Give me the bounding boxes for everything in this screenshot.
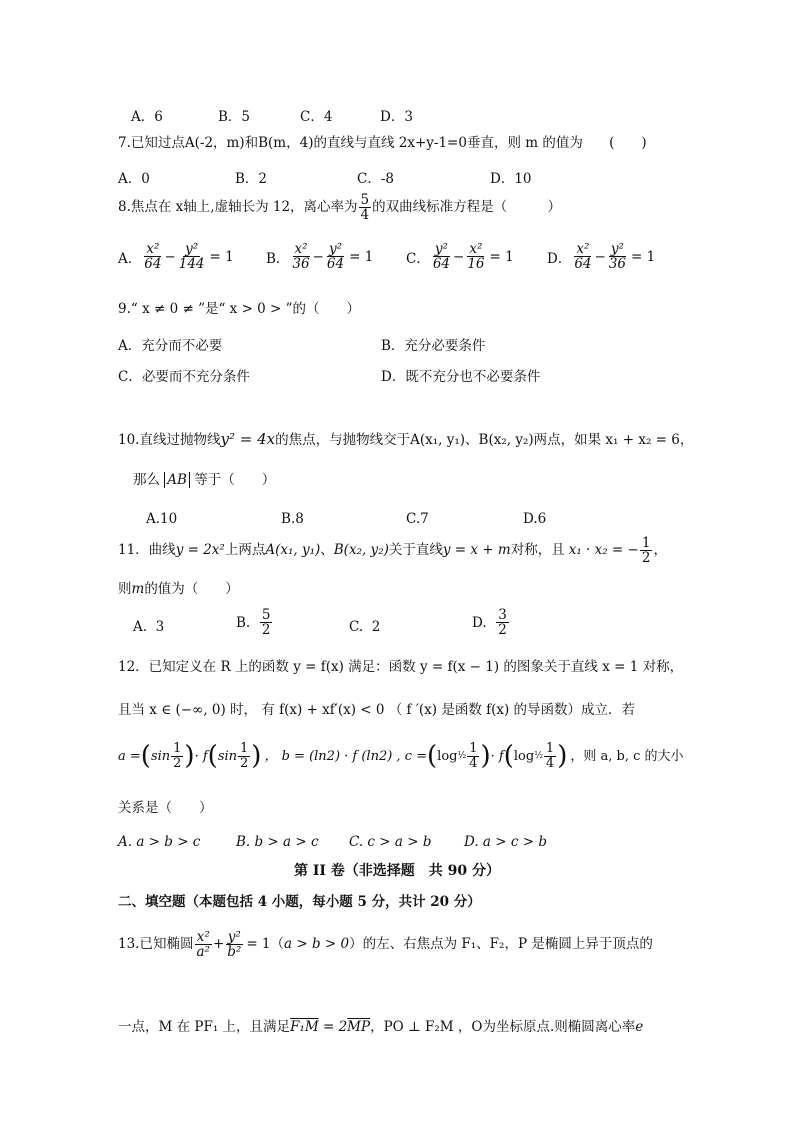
q12-a-label: a = [118, 748, 141, 764]
q10-line2-text: 那么 [133, 472, 160, 488]
q7-answer-paren: ( ) [609, 135, 647, 151]
q11-stem-text: 11．曲线 [118, 541, 176, 558]
q8-option-b [266, 242, 373, 271]
q8-option-c-label: C． [406, 250, 430, 267]
q8-option-b-num-2: y² [328, 241, 343, 257]
q11-option-c-value: 2 [371, 619, 381, 635]
q12-log-1: log [437, 748, 458, 764]
q8-option-d-num-2: y² [610, 241, 624, 257]
q10-parabola: y² = 4x [220, 430, 276, 448]
q8-option-a-eq: = 1 [209, 248, 234, 265]
q11-option-c-label: C. [349, 619, 364, 635]
q8-option-d [547, 242, 655, 271]
q8-option-b-frac-2 [325, 242, 346, 271]
minus-sign: − [164, 248, 176, 265]
q12-line3 [118, 742, 684, 770]
q7-stem-text: 7.已知过点A(-2，m)和B(m，4)的直线与直线 2x+y-1=0垂直，则 m 的值为 [118, 135, 583, 151]
q11-half-fraction [640, 536, 653, 565]
q13-eq: = 1（ [246, 935, 285, 952]
q8-option-c-eq: = 1 [489, 248, 514, 265]
q11-line2-text: 则 [118, 581, 132, 597]
q12-option-d: D. a > c > b [464, 834, 547, 850]
q9-option-b: B．充分必要条件 [381, 338, 486, 354]
q11-option-b-den: 2 [261, 622, 271, 639]
q8-option-c [406, 242, 514, 271]
q8-option-a [118, 242, 234, 271]
q10-stem-tail: 的焦点，与抛物线交于A(x₁, y₁)、B(x₂, y₂)两点，如果 x₁ + x₂ = 6， [275, 432, 694, 448]
q6-option-a: A．6 [131, 109, 163, 125]
q10-stem-text: 10.直线过抛物线 [118, 432, 221, 448]
q12-b-expr: ， b = (ln2) · f (ln2) , c = [264, 748, 427, 764]
q8-option-d-den-1: 64 [574, 256, 592, 273]
q12-paren-close-1: ) [184, 741, 195, 772]
q8-frac-den: 4 [360, 207, 370, 224]
q12-quarter-2 [544, 742, 556, 770]
q11-option-a [133, 619, 164, 635]
q12-quarter-2-num: 1 [545, 741, 555, 756]
q11-option-d-num: 3 [498, 607, 507, 623]
q10-option-c: C.7 [406, 511, 429, 527]
q11-point-b: B(x₂, y₂) [333, 541, 389, 558]
q11-stem-c: 关于直线 [388, 541, 443, 558]
q12-option-a: A. a > b > c [118, 834, 201, 850]
q12-half-1 [171, 742, 183, 770]
q12-half-1-den: 2 [173, 755, 182, 771]
q8-option-c-num-1: y² [434, 241, 448, 257]
q13-frac-x [194, 930, 211, 959]
q12-log-base-1: ½ [457, 750, 467, 761]
q8-option-d-frac-2 [607, 242, 628, 271]
q12-paren-open-2: ( [207, 741, 218, 772]
q12-paren-open-4: ( [503, 741, 514, 772]
q11-option-c [349, 619, 380, 635]
q10-option-d: D.6 [523, 511, 547, 527]
q13-stem-text: 13.已知椭圆 [118, 935, 194, 952]
q8-option-d-label: D． [547, 250, 572, 267]
q8-option-a-label: A． [118, 250, 142, 267]
q11-comma: ， [653, 541, 667, 558]
q11-stem-b: 上两点 [224, 541, 266, 558]
q13-line2-text: 一点，M 在 PF₁ 上，且满足 [118, 1019, 291, 1035]
q8-option-b-num-1: x² [294, 241, 308, 257]
q6-option-b: B．5 [218, 109, 251, 125]
q7-option-c: C．-8 [357, 171, 394, 187]
q13-vector-f1m: F₁M [290, 1019, 319, 1035]
minus-sign: − [453, 248, 465, 265]
q13-e: e [635, 1019, 644, 1035]
q13-plus: + [212, 935, 225, 952]
q8-option-c-num-2: x² [469, 241, 483, 257]
q9-option-d: D．既不充分也不必要条件 [381, 369, 541, 385]
q12-sin-2: sin [217, 748, 238, 764]
q8-option-c-frac-1 [431, 242, 452, 271]
q8-option-b-label: B． [266, 250, 290, 267]
minus-sign: − [312, 248, 324, 265]
q13-x2: x² [196, 929, 210, 945]
q12-paren-close-4: ) [557, 741, 568, 772]
q8-option-a-den-2: 144 [178, 256, 205, 273]
q12-line2: 且当 x ∈ (−∞, 0) 时， 有 f(x) + xf′(x) < 0 （ f ′(x) 是函数 f(x) 的导函数）成立．若 [118, 702, 636, 718]
q8-option-d-eq: = 1 [631, 248, 656, 265]
q11-frac-den: 2 [641, 550, 651, 567]
q13-y2: y² [227, 929, 241, 945]
q11-option-d-den: 2 [498, 622, 507, 639]
q10-line2 [133, 474, 275, 488]
q11-line2-tail: 的值为（ ） [144, 581, 239, 597]
q7-option-a: A．0 [118, 171, 150, 187]
q12-quarter-1 [467, 742, 479, 770]
q12-half-2 [238, 742, 250, 770]
q11-stem-d: 对称，且 [510, 541, 565, 558]
q8-stem [118, 193, 561, 222]
q11-option-b [236, 608, 273, 637]
q8-option-a-frac-2 [177, 242, 207, 271]
q13-line2 [118, 1021, 643, 1035]
q11-option-a-value: 3 [155, 619, 165, 635]
q6-option-d: D．3 [380, 109, 413, 125]
q13-equals-2: = 2 [318, 1019, 348, 1035]
q12-log-base-2: ½ [534, 750, 543, 761]
q12-f-3: · f [490, 748, 504, 764]
q11-sep: 、 [320, 541, 334, 558]
q12-paren-close-2: ) [251, 741, 262, 772]
q11-option-d-fraction [496, 608, 509, 637]
q8-option-a-num-1: x² [146, 241, 160, 257]
q8-option-a-frac-1 [142, 242, 163, 271]
q11-option-a-label: A. [133, 619, 148, 635]
q9-option-a: A．充分而不必要 [118, 338, 223, 354]
q12-sin-1: sin [150, 748, 171, 764]
q8-option-b-eq: = 1 [349, 248, 374, 265]
q8-option-b-den-1: 36 [292, 256, 310, 273]
q7-option-b: B．2 [235, 171, 268, 187]
q12-f-1: · f [194, 748, 208, 764]
q6-option-c: C．4 [300, 109, 333, 125]
q11-option-b-fraction [260, 608, 273, 637]
q8-frac-num: 5 [360, 192, 370, 208]
q13-line2-tail: ，PO ⊥ F₂M ，O为坐标原点.则椭圆离心率 [370, 1019, 636, 1035]
q11-option-b-num: 5 [261, 607, 271, 623]
q13-frac-y [225, 930, 243, 959]
q13-b2: b² [227, 944, 242, 961]
q8-option-a-den-1: 64 [144, 256, 162, 273]
q11-option-b-label: B. [236, 614, 251, 631]
q12-paren-open-3: ( [427, 741, 438, 772]
q13-stem [118, 930, 653, 959]
q8-option-d-frac-1 [572, 242, 593, 271]
q12-log-2: log [513, 748, 535, 764]
q8-stem-text: 8.焦点在 x轴上,虚轴长为 12，离心率为 [118, 198, 358, 215]
part-2-title: 二、填空题（本题包括 4 小题，每小题 5 分，共计 20 分） [118, 894, 481, 910]
q12-paren-open-1: ( [140, 741, 151, 772]
q12-half-2-den: 2 [240, 755, 249, 771]
q12-half-2-num: 1 [240, 741, 249, 756]
section-2-title: 第 II 卷（非选择题 共 90 分） [293, 863, 501, 879]
q9-stem: 9.“ x ≠ 0 ≠ ”是“ x > 0 > ”的（ ） [118, 301, 361, 317]
q13-stem-tail: ）的左、右焦点为 F₁、F₂，P 是椭圆上异于顶点的 [349, 935, 653, 952]
q12-line1: 12．已知定义在 R 上的函数 y = f(x) 满足：函数 y = f(x − 1) 的图象关于直线 x = 1 对称， [118, 659, 684, 675]
q11-m: m [131, 581, 145, 597]
q10-stem [118, 432, 693, 448]
q13-vector-mp: $\overline{MP}$ [347, 1019, 371, 1035]
q8-option-b-frac-1 [290, 242, 311, 271]
q11-frac-num: 1 [641, 535, 651, 551]
q13-a2: a² [196, 944, 210, 961]
q10-option-a: A.10 [146, 511, 178, 527]
q9-option-c: C．必要而不充分条件 [118, 369, 250, 385]
q12-quarter-1-den: 4 [469, 755, 478, 771]
q8-option-b-den-2: 64 [326, 256, 345, 273]
q7-option-d: D．10 [490, 171, 532, 187]
q8-option-d-den-2: 36 [608, 256, 627, 273]
q8-option-c-den-2: 16 [467, 256, 485, 273]
q12-quarter-2-den: 4 [545, 755, 555, 771]
q8-option-c-den-1: 64 [432, 256, 451, 273]
q11-product: x₁ · x₂ = − [568, 541, 639, 558]
q12-tail: ，则 a, b, c 的大小 [570, 748, 684, 764]
q10-abs-ab: AB [164, 472, 190, 488]
q8-option-c-frac-2 [465, 242, 486, 271]
q12-option-b: B. b > a > c [236, 834, 319, 850]
q13-condition: a > b > 0 [284, 935, 350, 952]
q11-stem [118, 536, 667, 565]
q8-option-d-num-1: x² [576, 241, 590, 257]
q11-point-a: A(x₁, y₁) [265, 541, 321, 558]
q12-paren-close-3: ) [480, 741, 491, 772]
q11-line: y = x + m [442, 541, 511, 558]
minus-sign: − [594, 248, 606, 265]
q7-stem [118, 137, 647, 151]
q12-line4: 关系是（ ） [118, 800, 213, 816]
q8-option-a-num-2: y² [185, 241, 199, 257]
q10-line2-tail: 等于（ ） [194, 472, 276, 488]
q12-half-1-num: 1 [173, 741, 182, 756]
q12-quarter-1-num: 1 [469, 741, 478, 756]
q11-curve: y = 2x² [175, 541, 225, 558]
q11-option-d-label: D. [472, 614, 487, 631]
q11-option-d [472, 608, 510, 637]
q8-stem-tail: 的双曲线标准方程是（ ） [372, 198, 562, 215]
q11-line2 [118, 583, 239, 597]
q12-option-c: C. c > a > b [349, 834, 432, 850]
q8-eccentricity-fraction [359, 193, 372, 222]
q10-option-b: B.8 [281, 511, 304, 527]
